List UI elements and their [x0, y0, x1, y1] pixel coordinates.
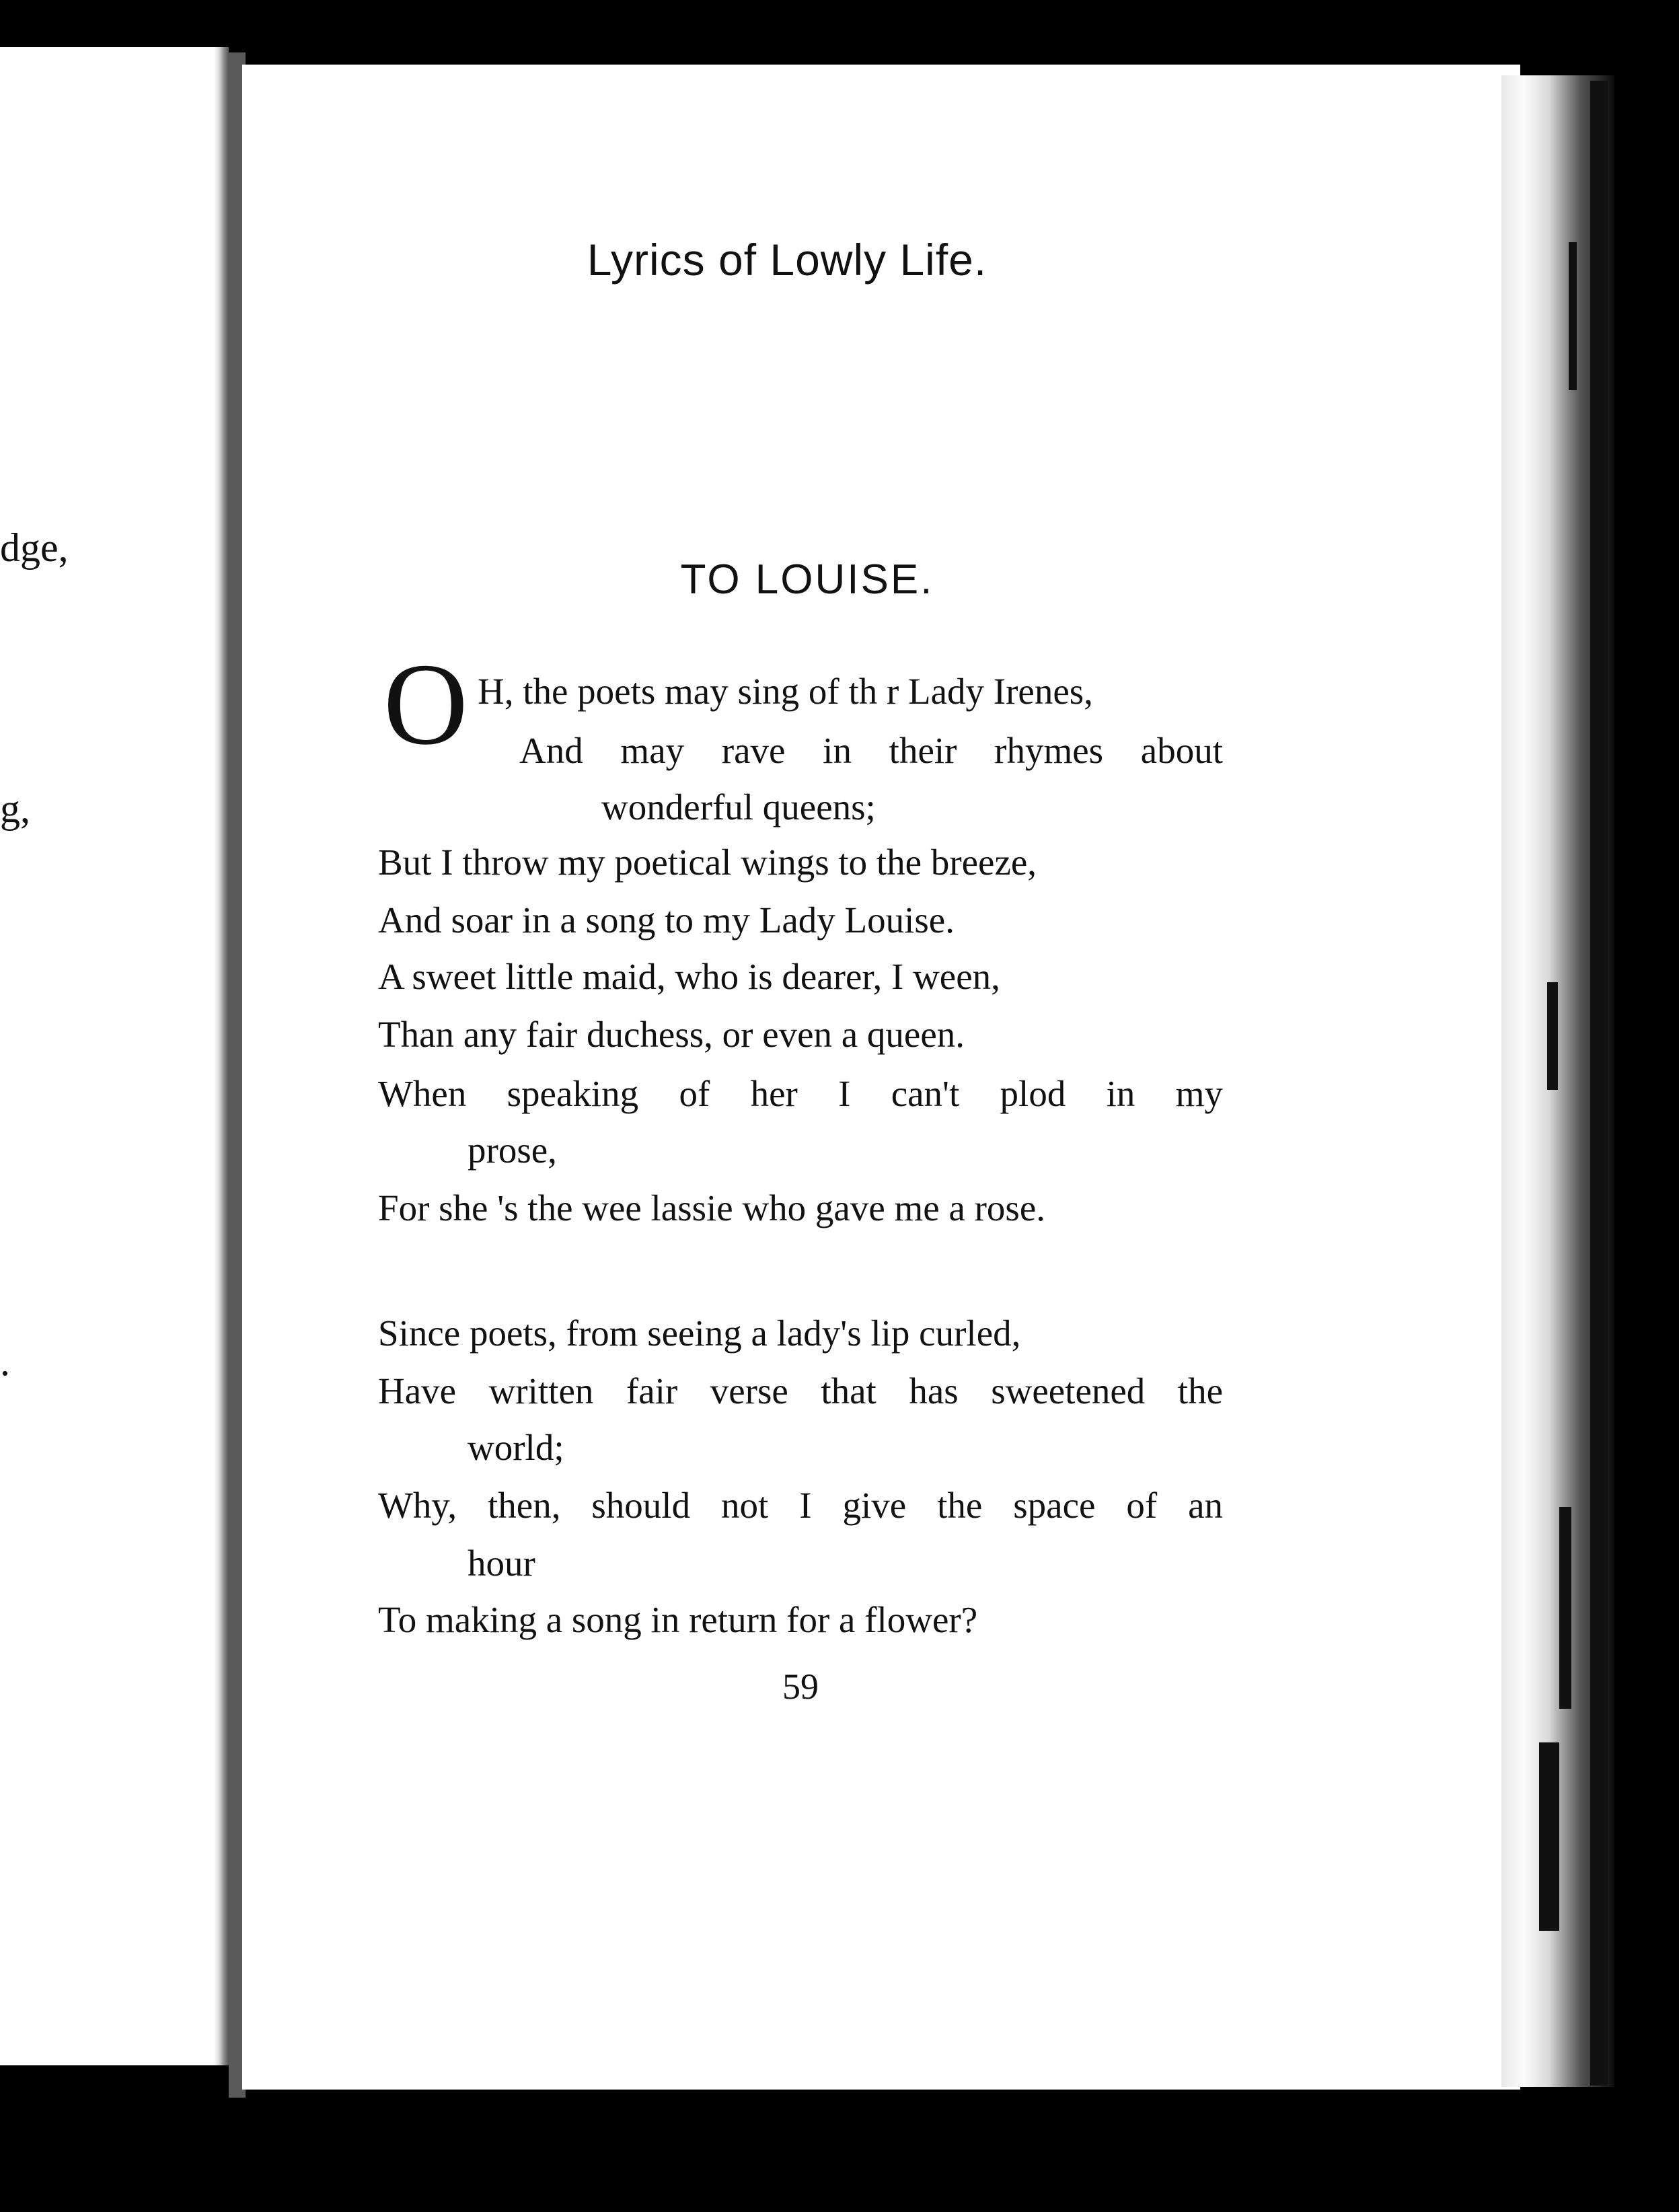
edge-mark [1539, 1742, 1559, 1931]
poem-line: Since poets, from seeing a lady's lip curled, [378, 1313, 1021, 1354]
poem-line: And may rave in their rhymes about [519, 730, 1223, 771]
poem-line: Why, then, should not I give the space of an [378, 1485, 1223, 1526]
poem-line: world; [468, 1427, 564, 1468]
edge-mark [1547, 982, 1558, 1090]
drop-cap: O [383, 639, 468, 769]
page-number: 59 [782, 1666, 819, 1707]
edge-shadow-streak [1590, 81, 1608, 2086]
poem-line: To making a song in return for a flower? [378, 1599, 978, 1640]
poem-title: TO LOUISE. [680, 556, 934, 603]
poem-line: When speaking of her I can't plod in my [378, 1073, 1223, 1114]
facing-page-fragment-1: dge, [0, 525, 69, 570]
running-head: Lyrics of Lowly Life. [587, 235, 987, 285]
edge-mark [1559, 1507, 1571, 1709]
poem-line: Have written fair verse that has sweetened the [378, 1370, 1223, 1411]
facing-page-shadow [214, 47, 229, 2065]
poem-line: For she 's the wee lassie who gave me a rose. [378, 1187, 1045, 1228]
poem-line: wonderful queens; [601, 786, 876, 827]
edge-mark [1569, 242, 1577, 390]
poem-line: A sweet little maid, who is dearer, I ween, [378, 956, 1000, 997]
poem-line: Than any fair duchess, or even a queen. [378, 1014, 965, 1055]
poem-line: hour [468, 1543, 535, 1584]
facing-page [0, 47, 227, 2065]
facing-page-fragment-3: . [0, 1339, 10, 1384]
poem-line: H, the poets may sing of th r Lady Irenes, [478, 671, 1093, 712]
facing-page-fragment-2: g, [0, 786, 30, 831]
poem-line: prose, [468, 1130, 557, 1171]
poem-line: And soar in a song to my Lady Louise. [378, 899, 955, 941]
poem-line: But I throw my poetical wings to the breeze, [378, 842, 1037, 883]
